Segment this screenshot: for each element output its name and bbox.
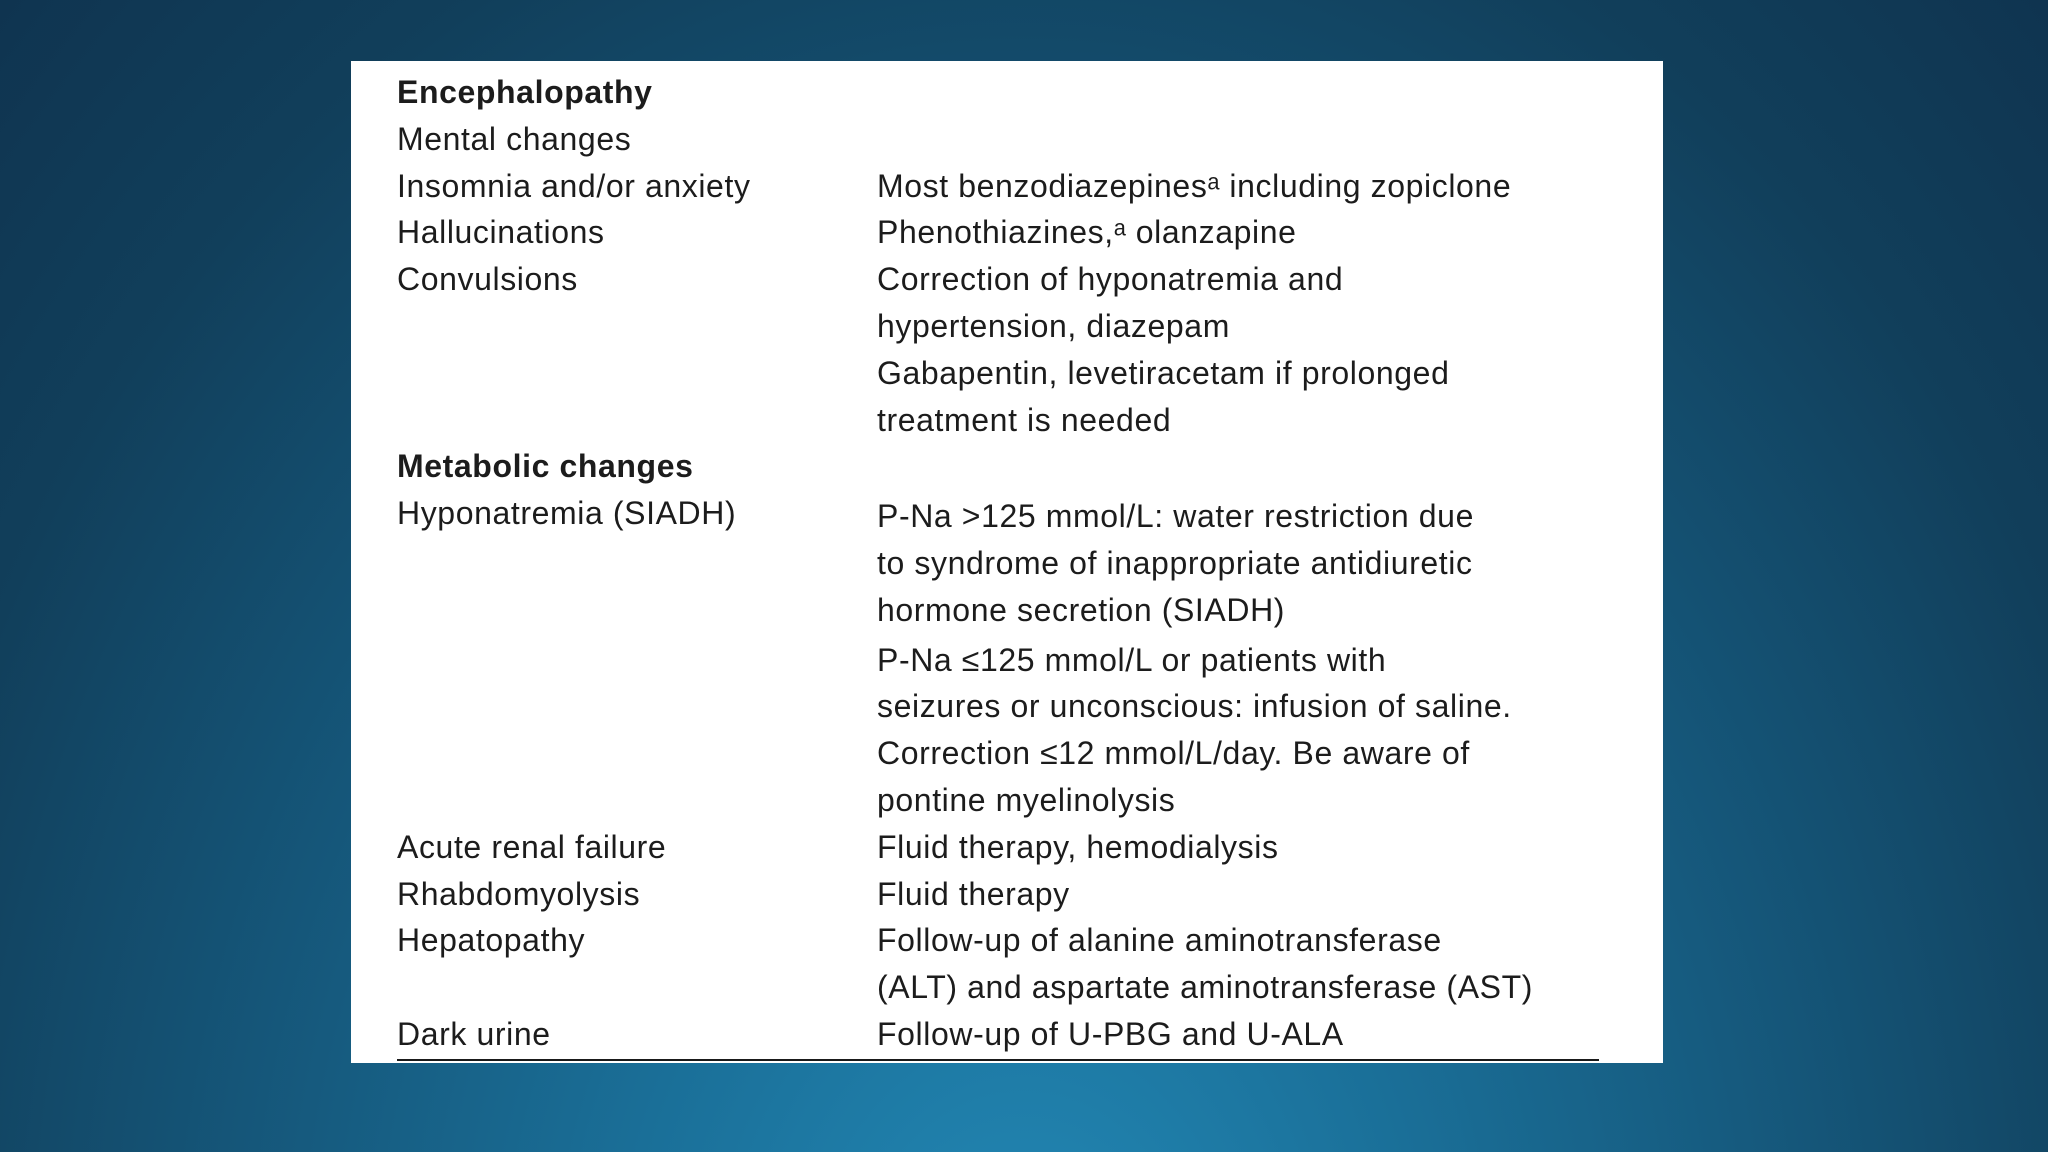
treatment-cell — [877, 824, 1599, 871]
section-heading-metabolic-changes — [397, 443, 1599, 490]
treatment-cell — [877, 209, 1599, 256]
treatment-cell — [877, 116, 1599, 163]
table-row-insomnia — [397, 163, 1599, 210]
treatment-cell — [877, 917, 1599, 1011]
treatment-line: Most benzodiazepinesᵃ including zopiclone — [877, 167, 1512, 204]
treatment-cell — [877, 490, 1599, 824]
condition-cell: Convulsions — [397, 261, 578, 298]
treatment-line: Follow-up of U-PBG and U-ALA — [877, 1015, 1344, 1052]
condition-cell: Dark urine — [397, 1015, 551, 1052]
slide-panel — [351, 61, 1663, 1063]
treatment-line: Gabapentin, levetiracetam if prolonged — [877, 354, 1450, 391]
treatment-line: treatment is needed — [877, 401, 1172, 438]
treatment-cell — [877, 1011, 1599, 1058]
table-row-acute-renal-failure — [397, 824, 1599, 871]
condition-cell: Hyponatremia (SIADH) — [397, 495, 737, 532]
table-row-dark-urine — [397, 1011, 1599, 1058]
section-heading-label: Encephalopathy — [397, 74, 653, 110]
table-row-hallucinations — [397, 209, 1599, 256]
condition-cell: Insomnia and/or anxiety — [397, 167, 751, 204]
treatment-line: seizures or unconscious: infusion of saline. — [877, 688, 1512, 725]
treatment-line: hypertension, diazepam — [877, 307, 1230, 344]
treatment-line: Follow-up of alanine aminotransferase — [877, 922, 1442, 959]
section-heading-encephalopathy — [397, 69, 1599, 116]
treatment-line: Fluid therapy — [877, 875, 1070, 912]
table-row-convulsions — [397, 256, 1599, 443]
table-row-hepatopathy — [397, 917, 1599, 1011]
treatment-line: pontine myelinolysis — [877, 781, 1176, 818]
treatment-cell — [877, 163, 1599, 210]
table-row-rhabdomyolysis — [397, 871, 1599, 918]
table-bottom-rule — [397, 1059, 1599, 1061]
treatment-line: Fluid therapy, hemodialysis — [877, 828, 1279, 865]
section-heading-label: Metabolic changes — [397, 448, 694, 485]
treatment-line: Phenothiazines,ᵃ olanzapine — [877, 214, 1297, 251]
treatment-line: hormone secretion (SIADH) — [877, 591, 1286, 628]
condition-cell: Hepatopathy — [397, 922, 586, 959]
table-row-mental-changes — [397, 116, 1599, 163]
table-row-hyponatremia — [397, 490, 1599, 824]
treatment-line: P-Na ≤125 mmol/L or patients with — [877, 641, 1387, 678]
treatment-cell — [877, 871, 1599, 918]
condition-cell: Acute renal failure — [397, 828, 667, 865]
treatment-line: P-Na >125 mmol/L: water restriction due — [877, 498, 1474, 535]
condition-cell: Rhabdomyolysis — [397, 875, 641, 912]
treatment-table — [397, 69, 1599, 1058]
treatment-line: to syndrome of inappropriate antidiuretic — [877, 544, 1473, 581]
treatment-line: (ALT) and aspartate aminotransferase (AST) — [877, 969, 1533, 1006]
condition-cell: Hallucinations — [397, 214, 605, 251]
treatment-cell — [877, 256, 1599, 443]
condition-cell: Mental changes — [397, 120, 632, 157]
treatment-line: Correction of hyponatremia and — [877, 261, 1344, 298]
treatment-line: Correction ≤12 mmol/L/day. Be aware of — [877, 735, 1470, 772]
